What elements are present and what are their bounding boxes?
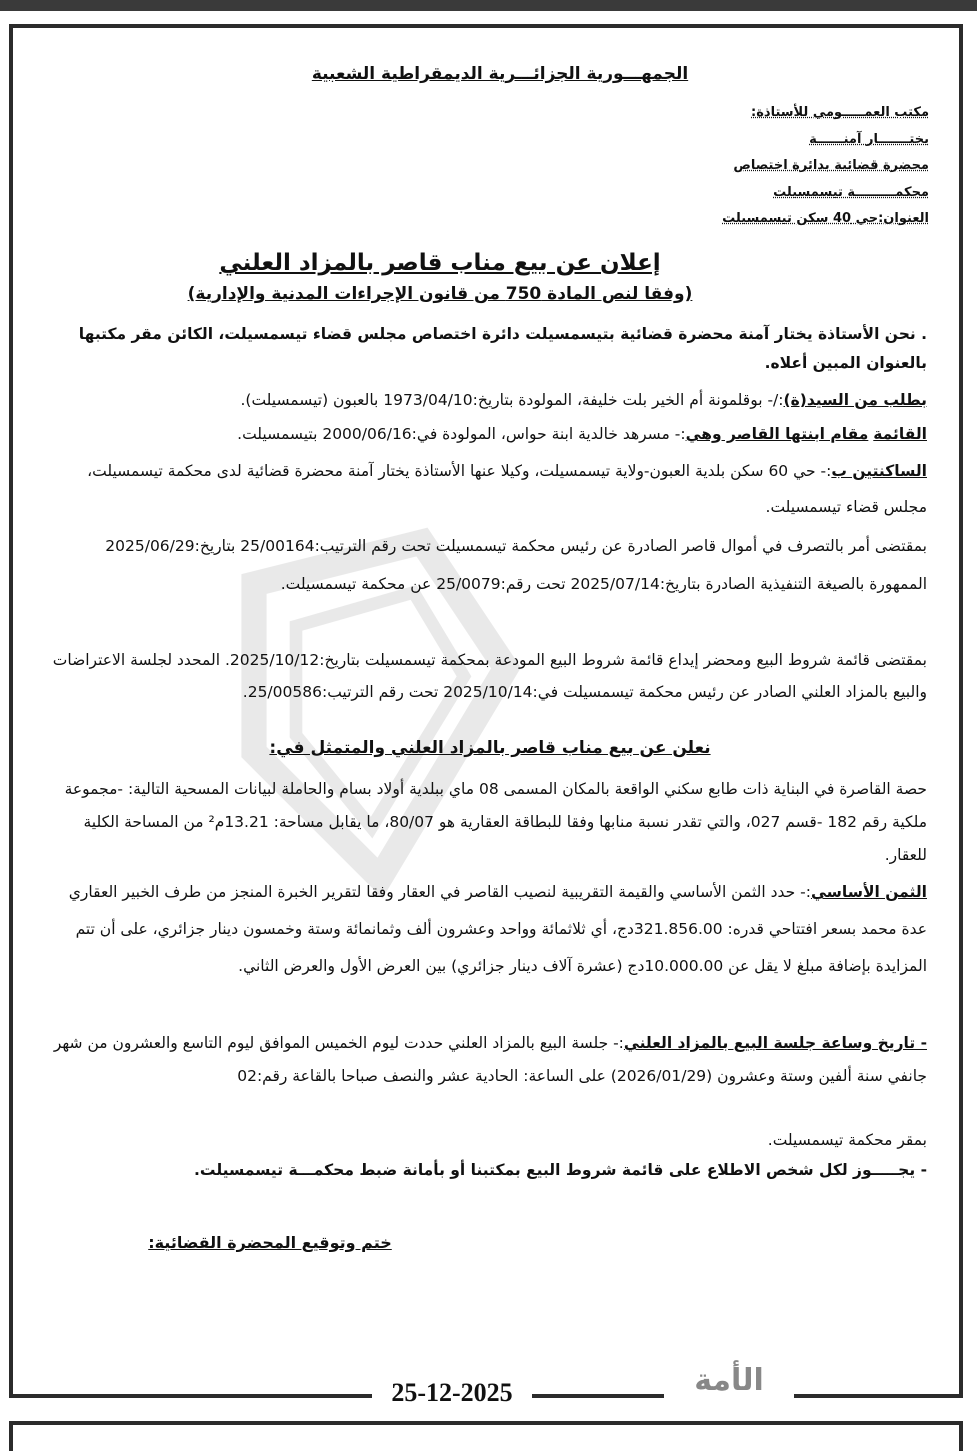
guardian-label-1: القائمة — [873, 425, 927, 443]
page-top-strip — [0, 0, 977, 11]
session-paragraph — [47, 1027, 927, 1093]
price-label: الثمن الأساسي — [810, 883, 927, 901]
signature-label: ختم وتوقيع المحضرة القضائية: — [148, 1233, 392, 1252]
session-label: - تاريخ وساعة جلسة البيع بالمزاد العلني — [623, 1034, 927, 1052]
office-address: العنوان:حي 40 سكن تيسمسيلت — [722, 211, 929, 226]
newspaper-logo-text: الأمة — [694, 1363, 764, 1398]
publication-date: 25-12-2025 — [372, 1378, 532, 1412]
guardian-paragraph — [47, 419, 927, 450]
guardian-label-2: مقام ابنتها القاصر وهي — [685, 425, 869, 443]
announcement-subtitle: (وفقا لنص المادة 750 من قانون الإجراءات المدنية والإدارية) — [187, 284, 693, 304]
requester-label: بطلب من السيد(ة) — [783, 391, 927, 409]
office-line: محضرة قضائية بدائرة اختصاص — [733, 158, 929, 173]
residence-paragraph — [47, 453, 927, 525]
guardian-text: :- مسرهد خالدية ابنة حواس، المولودة في:2000/06/16 بتيسمسيلت. — [237, 425, 686, 443]
location-paragraph: بمقر محكمة تيسمسيلت. — [767, 1131, 927, 1149]
session-text: :- جلسة البيع بالمزاد العلني حددت ليوم الخميس الموافق ليوم التاسع والعشرون من شهر جانفي سنة ألفين وستة وعشرون (2026/01/29) على الساعة: الحادية عشر والنصف صباحا بالقاعة رقم:02 — [53, 1034, 927, 1085]
requester-paragraph — [47, 385, 927, 416]
price-text: :- حدد الثمن الأساسي والقيمة التقريبية لنصيب القاصر في العقار وفقا لتقرير الخبرة المنجز من طرف الخبير العقاري عدة محمد بسعر افتتاحي قدره: 321.856.00دج، أي ثلاثمائة وواحد وعشرون ألف وثمانمائة وستة وخمسون دينار جزائري، على أن تتم المزايدة بإضافة مبلغ لا يقل عن 10.000.00دج (عشرة آلاف دينار جزائري) بين العرض الأول والعرض الثاني. — [68, 883, 927, 975]
property-paragraph: حصة القاصرة في البناية ذات طابع سكني الواقعة بالمكان المسمى 08 ماي ببلدية أولاد بسام والحاملة لبيانات المسحية التالية: -مجموعة ملكية رقم 182 -قسم 027، والتي تقدر نسبة منابها وفقا للبطاقة العقارية هو 80/07، ما يقابل مساحة: 13.21م² من المساحة الكلية للعقار. — [64, 780, 927, 864]
order-paragraph: بمقتضى أمر بالتصرف في أموال قاصر الصادرة عن رئيس محكمة تيسمسيلت تحت رقم الترتيب:25/00164 بتاريخ:2025/06/29 الممهورة بالصيغة التنفيذية الصادرة بتاريخ:2025/07/14 تحت رقم:25/0079 عن محكمة تيسمسيلت. — [105, 537, 927, 593]
residence-label: الساكنتين ب — [831, 462, 927, 480]
intro-paragraph: . نحن الأستاذة يختار آمنة محضرة قضائية بتيسمسيلت دائرة اختصاص مجلس قضاء تيسمسيلت، الكائن مقر مكتبها بالعنوان المبين أعلاه. — [78, 325, 927, 372]
newspaper-logo — [664, 1364, 794, 1412]
residence-text: :- حي 60 سكن بلدية العبون-ولاية تيسمسيلت، وكيلا عنها الأستاذة يختار آمنة محضرة قضائية لدى محكمة تيسمسيلت، مجلس قضاء تيسمسيلت. — [87, 462, 927, 516]
conditions-paragraph: بمقتضى قائمة شروط البيع ومحضر إيداع قائمة شروط البيع المودعة بمحكمة تيسمسيلت بتاريخ:2025/10/12. المحدد لجلسة الاعتراضات والبيع بالمزاد العلني الصادر عن رئيس محكمة تيسمسيلت في:2025/10/14 تحت رقم الترتيب:25/00586. — [52, 651, 927, 701]
office-block — [669, 100, 929, 233]
announce-heading: نعلن عن بيع مناب قاصر بالمزاد العلني والمتمثل في: — [269, 738, 711, 758]
republic-header: الجمهـــورية الجزائـــرية الديمقراطية الشعبية — [311, 64, 689, 84]
next-announcement-frame — [9, 1421, 963, 1451]
requester-text: :/- بوقلمونة أم الخير بلت خليفة، المولودة بتاريخ:1973/04/10 بالعبون (تيسمسيلت). — [240, 391, 784, 409]
office-line: يختـــــــار آمنــــــة — [809, 131, 929, 147]
office-line: محكمـــــــــة تيسمسيلت — [773, 184, 929, 200]
office-line: مكتب العمـــــومي للأستاذة: — [751, 105, 929, 120]
announcement-title: إعلان عن بيع مناب قاصر بالمزاد العلني — [219, 250, 661, 276]
price-paragraph — [47, 874, 927, 985]
access-paragraph: - يجـــــوز لكل شخص الاطلاع على قائمة شروط البيع بمكتبنا أو بأمانة ضبط محكمـــة تيسمسيلت. — [194, 1161, 927, 1179]
